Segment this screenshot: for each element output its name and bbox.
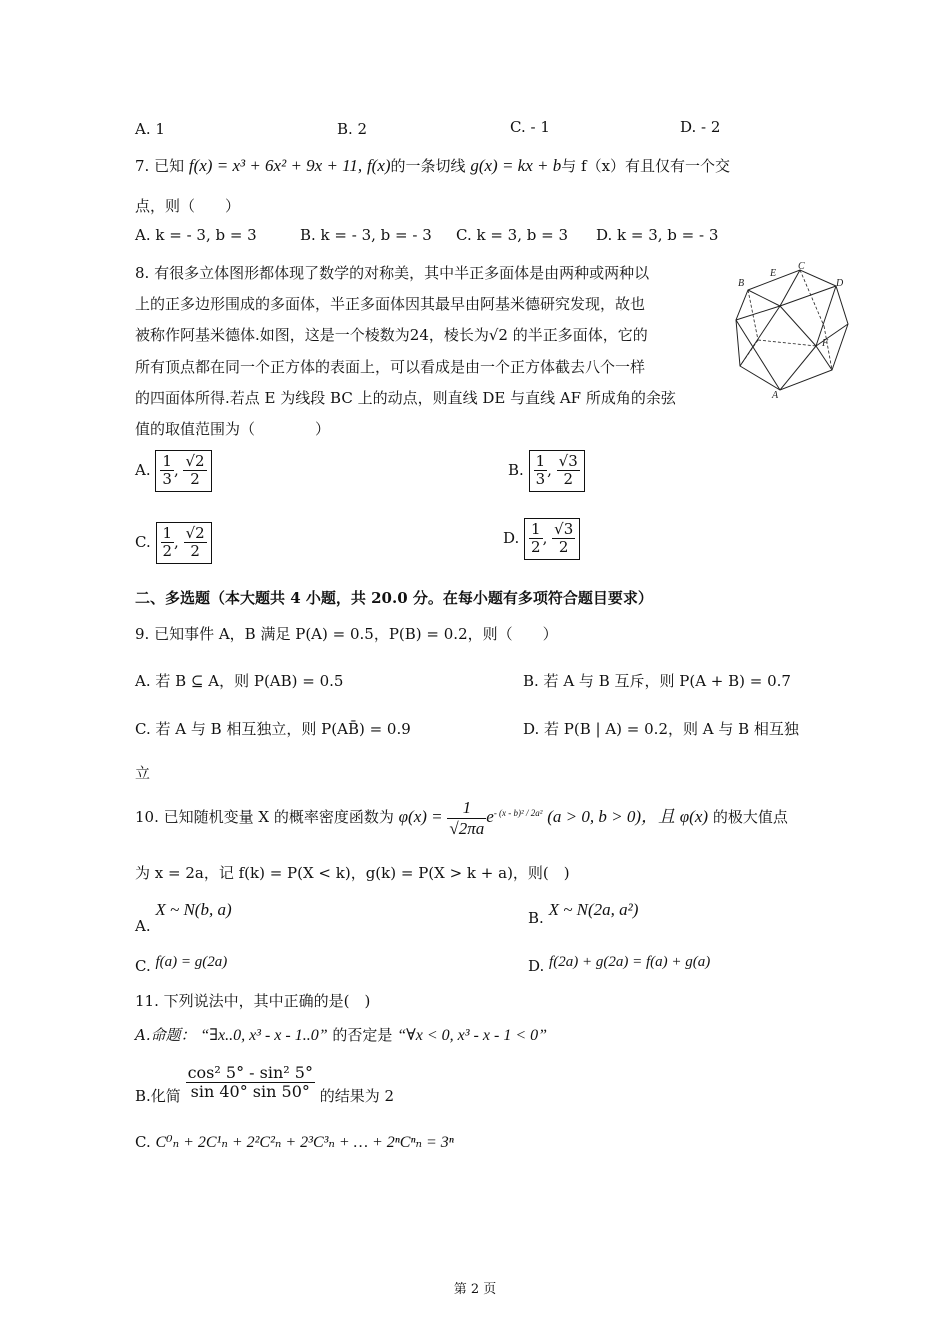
q8-option-d: [503, 518, 580, 560]
q11-b-fraction: $\frac{\text{cos² 5° - sin² 5°}}{\sin 40^\circ \sin 50^\circ}$: [187, 1063, 313, 1102]
q10-a-math: X ~ N(b, a): [155, 900, 232, 919]
q11-c-math: C⁰ₙ + 2C¹ₙ + 2²C²ₙ + 2³C³ₙ + … + 2ⁿCⁿₙ = 3ⁿ: [155, 1134, 454, 1151]
q11-c-label: C.: [135, 1133, 151, 1151]
page-number: 第 2 页: [453, 1282, 497, 1297]
q8-line1: 8. 有很多立体图形都体现了数学的对称美，其中半正多面体是由两种或两种以: [135, 264, 650, 282]
q11-a-prop: “∃x..0, x³ - x - 1..0”: [200, 1027, 328, 1044]
fig-label-f: F: [822, 338, 829, 349]
q11-a-label: A.命题：: [135, 1026, 196, 1044]
q10-option-a: [135, 900, 232, 935]
q9-option-d-cont: 立: [135, 764, 151, 782]
q10-coef: $\frac{1}{√2\pi a}$: [449, 798, 485, 838]
q7-fx2: f(x): [366, 156, 391, 175]
q7-stem-line2: 点，则（ ）: [135, 197, 241, 215]
q8-b-label: B.: [508, 460, 524, 479]
q6-option-c: C. - 1: [510, 118, 550, 136]
q11-option-a: [135, 1024, 547, 1045]
q10-exp-sup: - (x - b)² / 2a²: [493, 808, 543, 819]
q8-a-interval: $\frac{1}{3}$ , $\frac{√2}{2}$: [155, 450, 211, 492]
q10-stem1: 10. 已知随机变量 X 的概率密度函数为: [135, 808, 394, 827]
q7-option-a: A. k = - 3, b = 3: [135, 226, 257, 244]
q7-text1: 7. 已知: [135, 157, 185, 175]
q6-option-a: A. 1: [135, 120, 165, 138]
q9-option-b: B. 若 A 与 B 互斥，则 P(A + B) = 0.7: [523, 672, 791, 690]
q11-a-neg: “∀x < 0, x³ - x - 1 < 0”: [397, 1027, 548, 1044]
q6-option-d: D. - 2: [680, 118, 721, 136]
q9-stem: 9. 已知事件 A，B 满足 P(A) = 0.5，P(B) = 0.2，则（ ）: [135, 625, 558, 643]
q11-option-c: [135, 1132, 454, 1152]
q9-option-a: A. 若 B ⊆ A，则 P(AB) = 0.5: [135, 672, 344, 690]
q9-option-c: C. 若 A 与 B 相互独立，则 P(AB̄) = 0.9: [135, 720, 411, 738]
q8-option-c: [135, 522, 212, 564]
q10-option-b: [528, 900, 639, 927]
q11-b-label: B.化简: [135, 1086, 181, 1105]
q8-option-a: [135, 450, 212, 492]
q8-line4: 所有顶点都在同一个正方体的表面上，可以看成是由一个正方体截去八个一样: [135, 358, 646, 376]
q8-line5: 的四面体所得.若点 E 为线段 BC 上的动点，则直线 DE 与直线 AF 所成角的余弦: [135, 389, 676, 407]
q11-option-b: [135, 1063, 395, 1105]
q10-stem2: 的极大值点: [712, 808, 788, 827]
q10-option-d: [528, 952, 711, 975]
q10-option-c: [135, 952, 228, 975]
q7-option-c: C. k = 3, b = 3: [456, 226, 569, 244]
q10-d-label: D.: [528, 957, 545, 975]
q10-stem-line2: 为 x = 2a，记 f(k) = P(X < k)，g(k) = P(X > k + a)，则( ): [135, 864, 570, 882]
q8-c-label: C.: [135, 532, 151, 551]
q10-c-label: C.: [135, 957, 151, 975]
q10-phi: φ(x) =: [398, 807, 443, 827]
q7-gx: g(x) = kx + b: [470, 156, 562, 175]
q8-line2: 上的正多边形围成的多面体，半正多面体因其最早由阿基米德研究发现，故也: [135, 295, 646, 313]
q9-option-d: D. 若 P(B | A) = 0.2，则 A 与 B 相互独: [523, 720, 799, 738]
q7-text3: 与 f（x）有且仅有一个交: [561, 157, 731, 175]
q10-exp: e: [486, 807, 494, 827]
q7-fx: f(x) = x³ + 6x² + 9x + 11,: [188, 156, 363, 175]
q10-b-math: X ~ N(2a, a²): [548, 900, 639, 919]
q7-text2: 的一条切线: [390, 157, 466, 175]
q11-b-tail: 的结果为 2: [319, 1086, 395, 1105]
q11-a-mid: 的否定是: [332, 1026, 393, 1044]
q7-option-b: B. k = - 3, b = - 3: [300, 226, 432, 244]
fig-label-c: C: [798, 262, 805, 272]
q10-a-label: A.: [135, 917, 151, 935]
q10-phi2: φ(x): [679, 807, 709, 827]
q7-option-d: D. k = 3, b = - 3: [596, 226, 719, 244]
q8-line6: 值的取值范围为（ ）: [135, 420, 331, 438]
q8-d-label: D.: [503, 528, 520, 547]
q8-b-interval: $\frac{1}{3}$ , $\frac{√3}{2}$: [529, 450, 585, 492]
q11-stem: 11. 下列说法中，其中正确的是( ): [135, 992, 371, 1010]
q6-option-b: B. 2: [337, 120, 368, 138]
q8-option-b: [508, 450, 585, 492]
q8-line3: 被称作阿基米德体.如图，这是一个棱数为24，棱长为√2 的半正多面体，它的: [135, 326, 648, 344]
q10-d-math: f(2a) + g(2a) = f(a) + g(a): [549, 954, 711, 970]
q8-a-label: A.: [135, 460, 151, 479]
q10-cond: (a > 0, b > 0)，且: [547, 807, 675, 827]
polyhedron-figure: [728, 262, 853, 402]
fig-label-b: B: [738, 278, 745, 289]
q8-c-interval: $\frac{1}{2}$ , $\frac{√2}{2}$: [156, 522, 212, 564]
q10-c-math: f(a) = g(2a): [155, 954, 228, 970]
q8-d-interval: $\frac{1}{2}$ , $\frac{√3}{2}$: [524, 518, 580, 560]
q10-stem-line1: [135, 798, 788, 838]
q10-b-label: B.: [528, 909, 544, 927]
q7-stem-line1: [135, 155, 730, 176]
fig-label-d: D: [836, 278, 844, 289]
fig-label-a: A: [772, 390, 779, 401]
section-title: 二、多选题（本大题共 4 小题，共 20.0 分。在每小题有多项符合题目要求）: [135, 589, 653, 607]
fig-label-e: E: [770, 268, 777, 279]
